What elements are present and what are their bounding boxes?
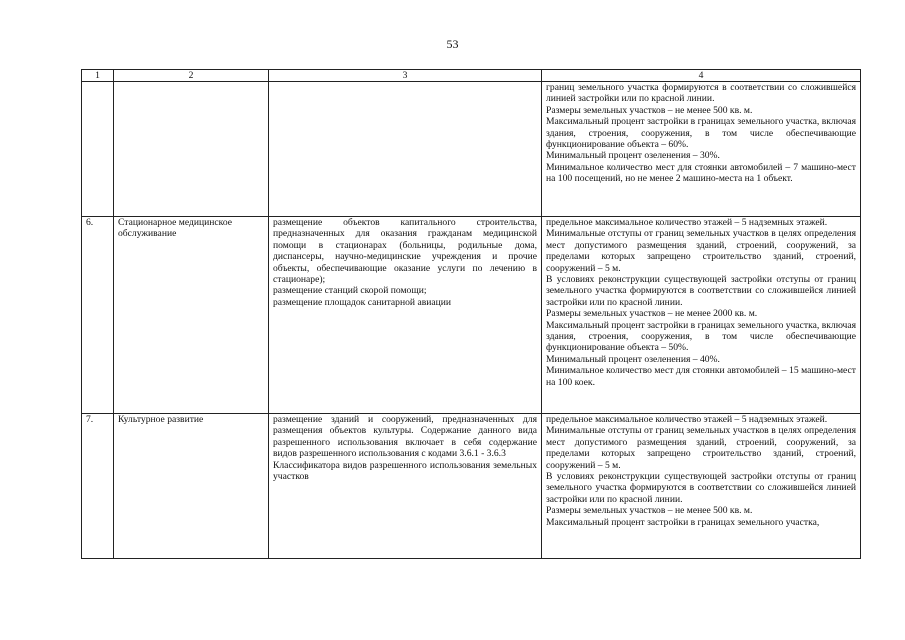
page-number: 53 — [446, 37, 459, 51]
header-col-4: 4 — [542, 70, 861, 82]
desc-line: размещение площадок санитарной авиации — [273, 296, 452, 308]
desc-line: размещение зданий и сооружений, предназначенных для размещения объектов культуры. Содержание данного вида разрешенного использования включает в себя содержание видов разрешенного использования с кодами 3.6.1 - 3.6.3 — [273, 414, 537, 460]
header-col-3: 3 — [269, 70, 542, 82]
param-line: Максимальный процент застройки в границах земельного участка, включая здания, строения, сооружения, в том числе обеспечивающие функционирование объекта – 50%. — [546, 319, 856, 354]
param-line: Минимальное количество мест для стоянки автомобилей – 7 машино-мест на 100 посещений, но не менее 2 машино-места на 1 объект. — [546, 161, 856, 185]
desc-line: Классификатора видов разрешенного использования земельных участков — [273, 459, 537, 483]
param-line: Минимальный процент озеленения – 40%. — [546, 353, 720, 365]
param-line: границ земельного участка формируются в соответствии со сложившейся линией застройки или по красной линии. — [546, 82, 856, 105]
use-parameters — [542, 414, 861, 559]
land-use-table — [81, 69, 861, 559]
param-line: предельное максимальное количество этажей – 5 надземных этажей. — [546, 414, 828, 425]
param-line: В условиях реконструкции существующей застройки отступы от границ земельного участка формируются в соответствии со сложившейся линией застройки или по красной линии. — [546, 471, 856, 505]
desc-line: размещение станций скорой помощи; — [273, 285, 427, 297]
param-line: Размеры земельных участков – не менее 2000 кв. м. — [546, 308, 758, 320]
desc-line: размещение объектов капитального строительства, предназначенных для оказания гражданам медицинской помощи в стационарах (больницы, родильные дома, диспансеры, научно-медицинские учреждения и прочие объекты, обеспечивающие оказание услуги по лечению в стационаре); — [273, 217, 537, 286]
param-line: предельное максимальное количество этажей – 5 надземных этажей. — [546, 217, 828, 228]
param-line: Минимальное количество мест для стоянки автомобилей – 15 машино-мест на 100 коек. — [546, 365, 856, 388]
use-type-name — [114, 82, 269, 217]
param-line: Максимальный процент застройки в границах земельного участка, — [546, 516, 820, 528]
table-row — [82, 217, 861, 414]
param-line: Минимальные отступы от границ земельных участков в целях определения мест допустимого размещения зданий, строений, сооружений, за пределами которых запрещено строительство зданий, строений, сооружений – 5 м. — [546, 425, 856, 471]
row-number — [82, 82, 114, 217]
use-description — [269, 82, 542, 217]
table-header-row — [82, 70, 861, 82]
param-line: Максимальный процент застройки в границах земельного участка, включая здания, строения, сооружения, в том числе обеспечивающие функционирование объекта – 60%. — [546, 116, 856, 151]
header-col-1: 1 — [82, 70, 114, 82]
row-number: 7. — [82, 414, 114, 559]
use-description — [269, 217, 542, 414]
table-row — [82, 82, 861, 217]
param-line: Минимальные отступы от границ земельных участков в целях определения мест допустимого размещения зданий, строений, сооружений, за пределами которых запрещено строительство зданий, строений, сооружений – 5 м. — [546, 228, 856, 274]
param-line: Размеры земельных участков – не менее 500 кв. м. — [546, 505, 753, 517]
use-parameters — [542, 82, 861, 217]
header-col-2: 2 — [114, 70, 269, 82]
param-line: Размеры земельных участков – не менее 500 кв. м. — [546, 104, 753, 116]
param-line: В условиях реконструкции существующей застройки отступы от границ земельного участка формируются в соответствии со сложившейся линией застройки или по красной линии. — [546, 274, 856, 308]
use-type-name: Культурное развитие — [114, 414, 269, 559]
use-type-name: Стационарное медицинское обслуживание — [114, 217, 269, 414]
row-number: 6. — [82, 217, 114, 414]
param-line: Минимальный процент озеленения – 30%. — [546, 150, 720, 162]
use-description — [269, 414, 542, 559]
use-parameters — [542, 217, 861, 414]
table-row — [82, 414, 861, 559]
